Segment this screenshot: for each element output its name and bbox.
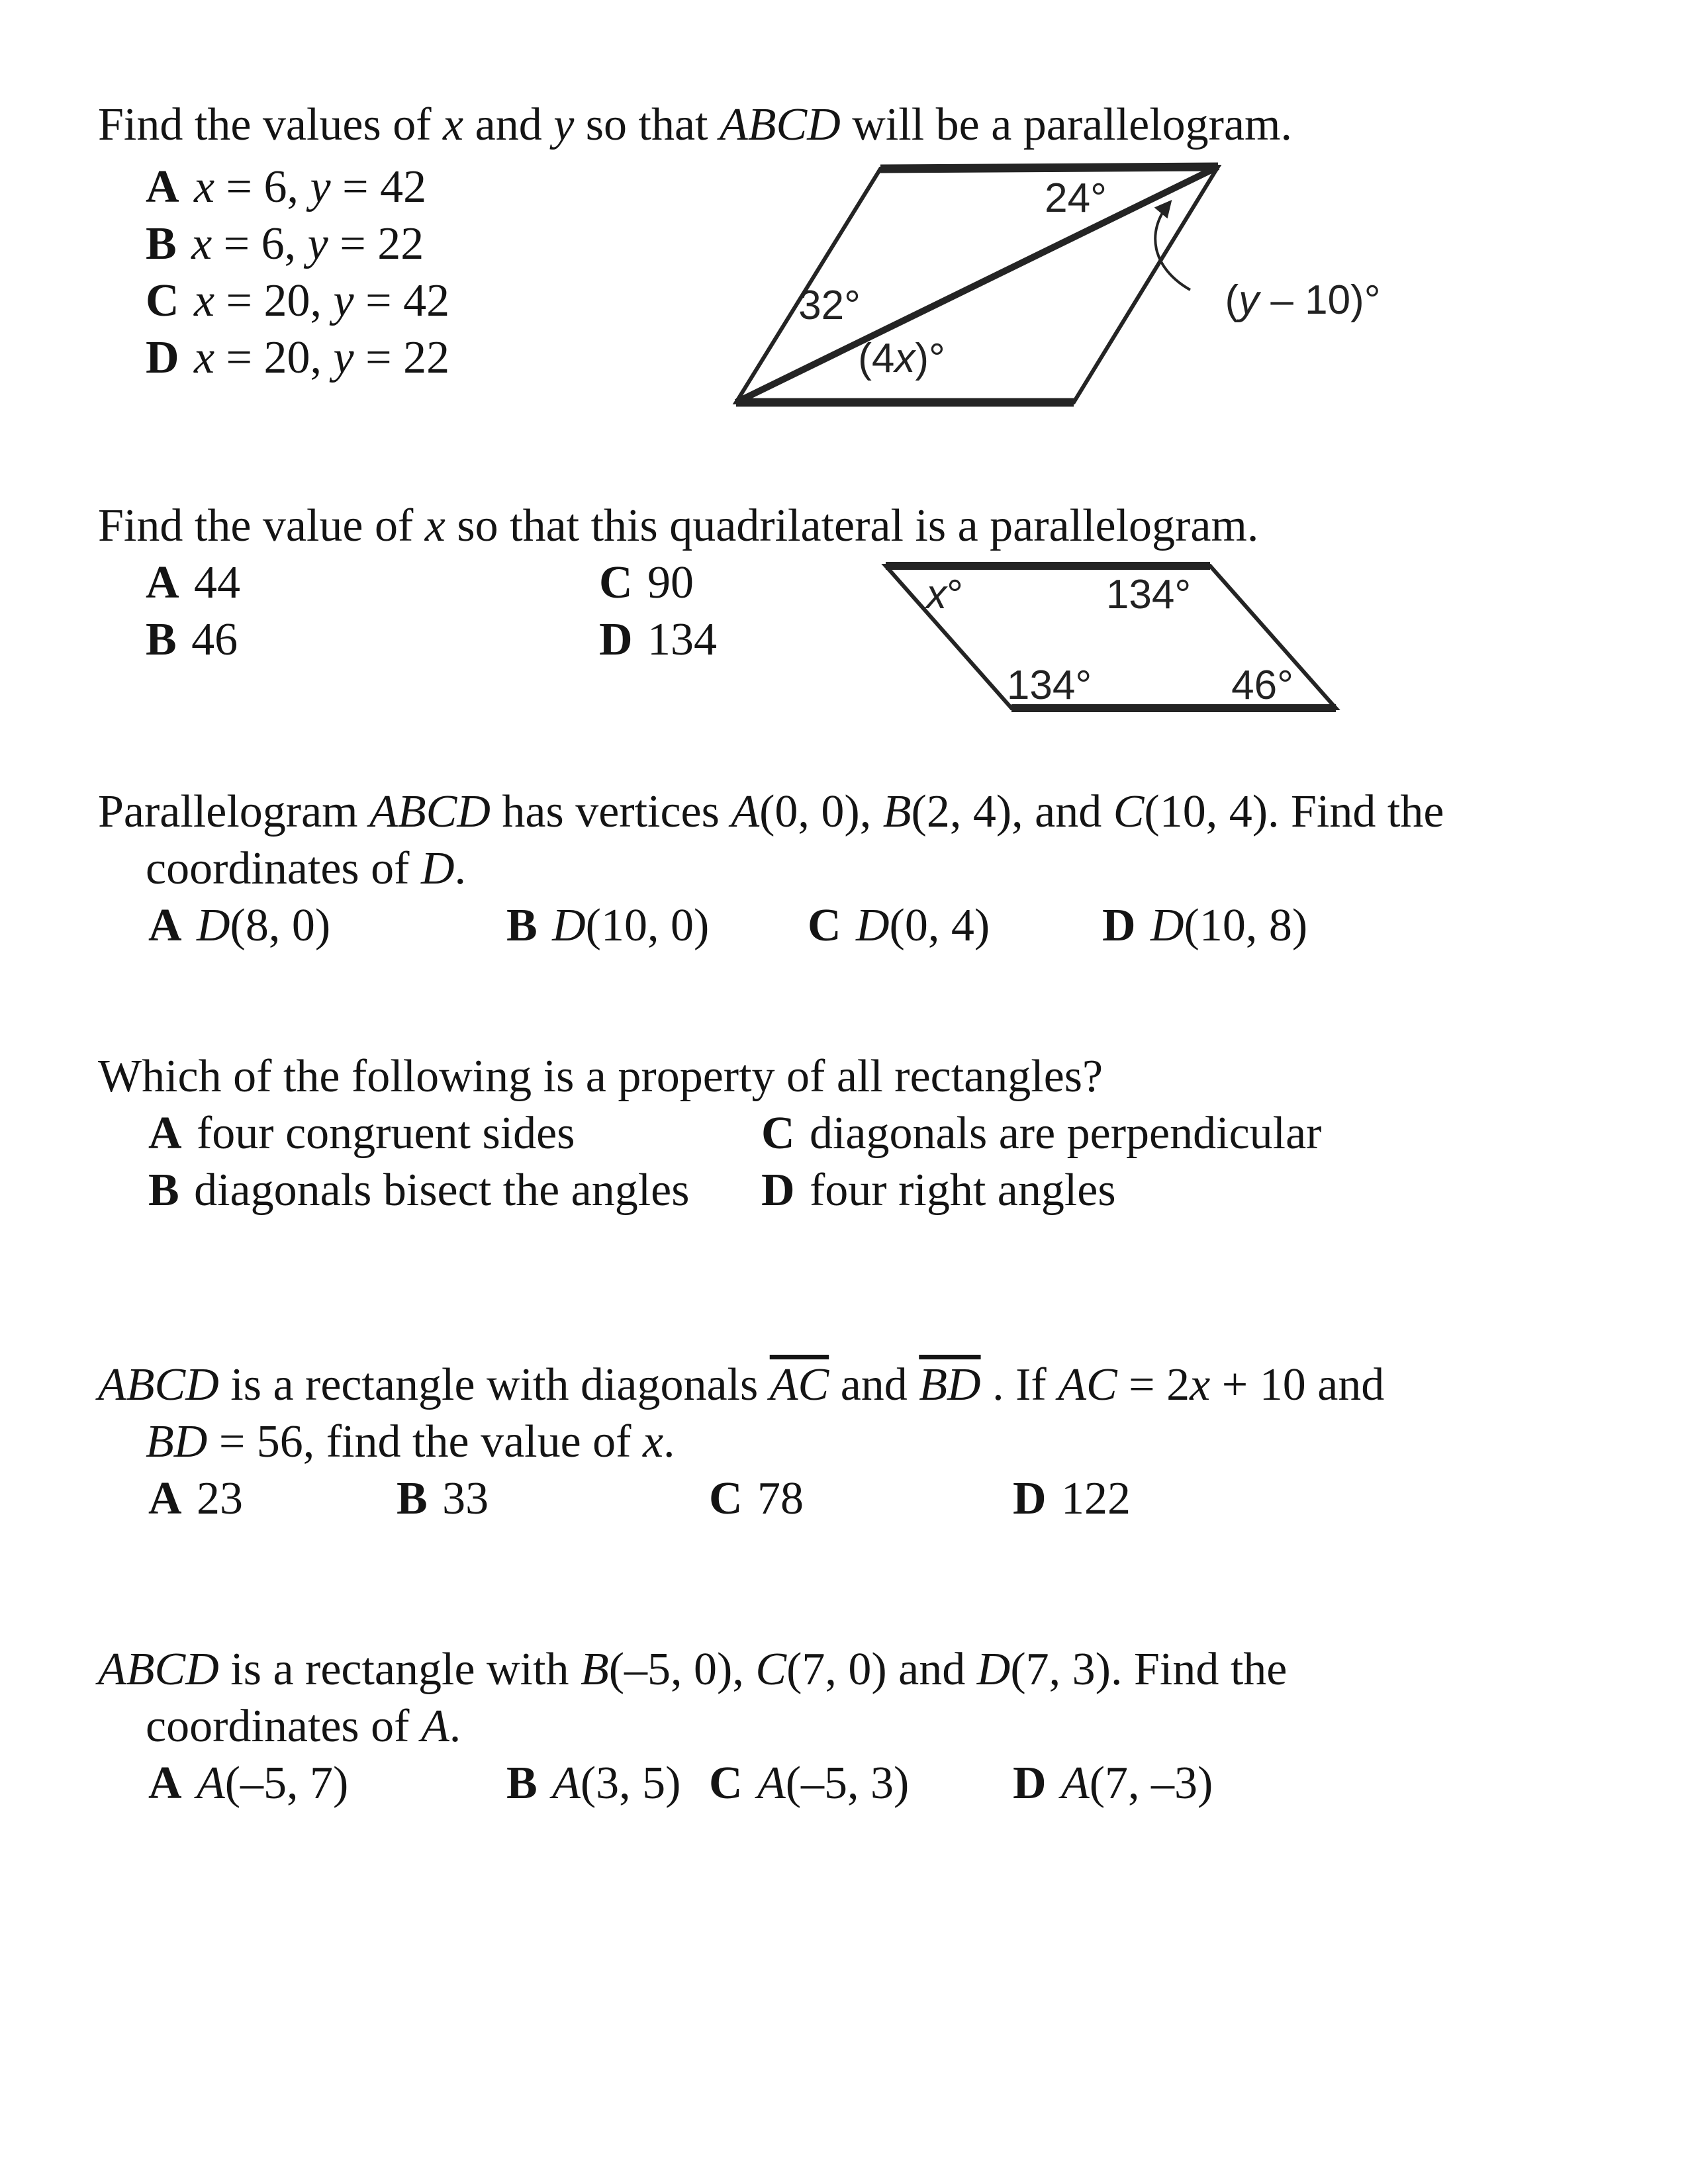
question-6-option-a [148, 1759, 348, 1808]
question-6-option-d [1013, 1759, 1213, 1808]
option-text: 44 [193, 557, 240, 608]
question-4-option-a [148, 1109, 575, 1158]
question-5-prompt-line-1: ABCD is a rectangle with diagonals $\overline{AC}$ and $\overline{BD}$ . If AC = 2x + 10 and [98, 1359, 1385, 1410]
question-3-prompt-line-1: Parallelogram ABCD has vertices A(0, 0), B(2, 4), and C(10, 4). Find the [98, 786, 1444, 837]
option-letter: B [148, 1165, 179, 1216]
question-6-prompt-line-2: coordinates of A. [146, 1701, 461, 1752]
option-text: A(3, 5) [552, 1758, 681, 1809]
question-6-option-b [506, 1759, 680, 1808]
option-letter: A [148, 1108, 182, 1159]
question-2-prompt: Find the value of x so that this quadrilateral is a parallelogram. [98, 500, 1259, 551]
angle-label-134-bottom: 134° [1006, 662, 1092, 708]
option-text: 78 [757, 1473, 804, 1524]
option-text: 134 [647, 614, 717, 665]
question-1-prompt: Find the values of x and y so that ABCD will be a parallelogram. [98, 99, 1292, 150]
option-letter: B [506, 1758, 538, 1809]
option-text: 33 [442, 1473, 489, 1524]
option-text: D(10, 0) [552, 900, 710, 951]
question-5-option-a [148, 1475, 243, 1524]
angle-pointer-arrow [1155, 203, 1190, 290]
angle-label-134-top: 134° [1105, 572, 1192, 617]
question-3-option-a [148, 901, 330, 950]
question-1-option-b [146, 220, 424, 269]
option-letter: B [146, 218, 177, 269]
option-letter: D [1102, 900, 1136, 951]
question-5-option-b [397, 1475, 489, 1524]
top-edge [880, 167, 1218, 169]
option-text: x = 20, y = 22 [193, 332, 450, 383]
option-letter: A [148, 1758, 182, 1809]
parallelogram-angles-diagram [851, 545, 1393, 731]
option-text: four right angles [809, 1165, 1116, 1216]
question-5-option-c [709, 1475, 804, 1524]
option-text: A(–5, 7) [196, 1758, 349, 1809]
option-text: D(8, 0) [196, 900, 331, 951]
question-4-option-b [148, 1166, 690, 1215]
angle-label-24: 24° [1045, 175, 1107, 221]
option-text: 46 [191, 614, 238, 665]
option-letter: B [506, 900, 538, 951]
option-text: x = 6, y = 42 [193, 161, 427, 212]
option-text: D(10, 8) [1150, 900, 1308, 951]
angle-label-32: 32° [798, 283, 861, 328]
question-6-prompt-line-1: ABCD is a rectangle with B(–5, 0), C(7, 0) and D(7, 3). Find the [98, 1644, 1288, 1695]
option-letter: D [1013, 1758, 1047, 1809]
option-letter: A [148, 1473, 182, 1524]
option-text: A(7, –3) [1060, 1758, 1213, 1809]
question-3-option-c [808, 901, 990, 950]
option-text: diagonals are perpendicular [809, 1108, 1322, 1159]
angle-label-4x: (4x)° [858, 336, 945, 381]
option-letter: D [761, 1165, 795, 1216]
question-4-option-c [761, 1109, 1321, 1158]
option-letter: D [599, 614, 633, 665]
question-1-option-c [146, 277, 449, 326]
angle-label-46: 46° [1231, 662, 1293, 708]
option-letter: C [709, 1473, 743, 1524]
option-letter: C [761, 1108, 795, 1159]
option-letter: A [148, 900, 182, 951]
option-letter: B [397, 1473, 428, 1524]
option-letter: C [808, 900, 841, 951]
option-letter: A [146, 557, 179, 608]
question-4-prompt: Which of the following is a property of all rectangles? [98, 1051, 1103, 1102]
question-5-option-d [1013, 1475, 1131, 1524]
option-letter: C [599, 557, 633, 608]
question-2-option-b [146, 615, 238, 664]
question-3-option-d [1102, 901, 1307, 950]
option-text: x = 6, y = 22 [191, 218, 424, 269]
question-2-option-c [599, 559, 694, 608]
question-2-option-a [146, 559, 240, 608]
question-4-option-d [761, 1166, 1116, 1215]
angle-label-y-minus-10: (y – 10)° [1225, 277, 1381, 323]
option-letter: D [146, 332, 179, 383]
angle-label-x: x° [926, 572, 963, 617]
question-6-option-c [709, 1759, 909, 1808]
option-text: 23 [196, 1473, 243, 1524]
option-text: four congruent sides [196, 1108, 575, 1159]
option-text: D(0, 4) [855, 900, 990, 951]
option-letter: D [1013, 1473, 1047, 1524]
question-3-prompt-line-2: coordinates of D. [146, 843, 467, 894]
option-letter: C [709, 1758, 743, 1809]
option-text: 90 [647, 557, 694, 608]
question-3-option-b [506, 901, 709, 950]
question-1-option-a [146, 163, 426, 212]
option-text: diagonals bisect the angles [194, 1165, 690, 1216]
parallelogram-diagonal-diagram [688, 146, 1430, 430]
option-letter: C [146, 275, 179, 326]
question-1-option-d [146, 334, 449, 383]
option-text: x = 20, y = 42 [193, 275, 450, 326]
option-text: A(–5, 3) [757, 1758, 910, 1809]
option-letter: B [146, 614, 177, 665]
option-letter: A [146, 161, 179, 212]
option-text: 122 [1060, 1473, 1131, 1524]
question-2-option-d [599, 615, 717, 664]
question-5-prompt-line-2: BD = 56, find the value of x. [146, 1416, 675, 1467]
